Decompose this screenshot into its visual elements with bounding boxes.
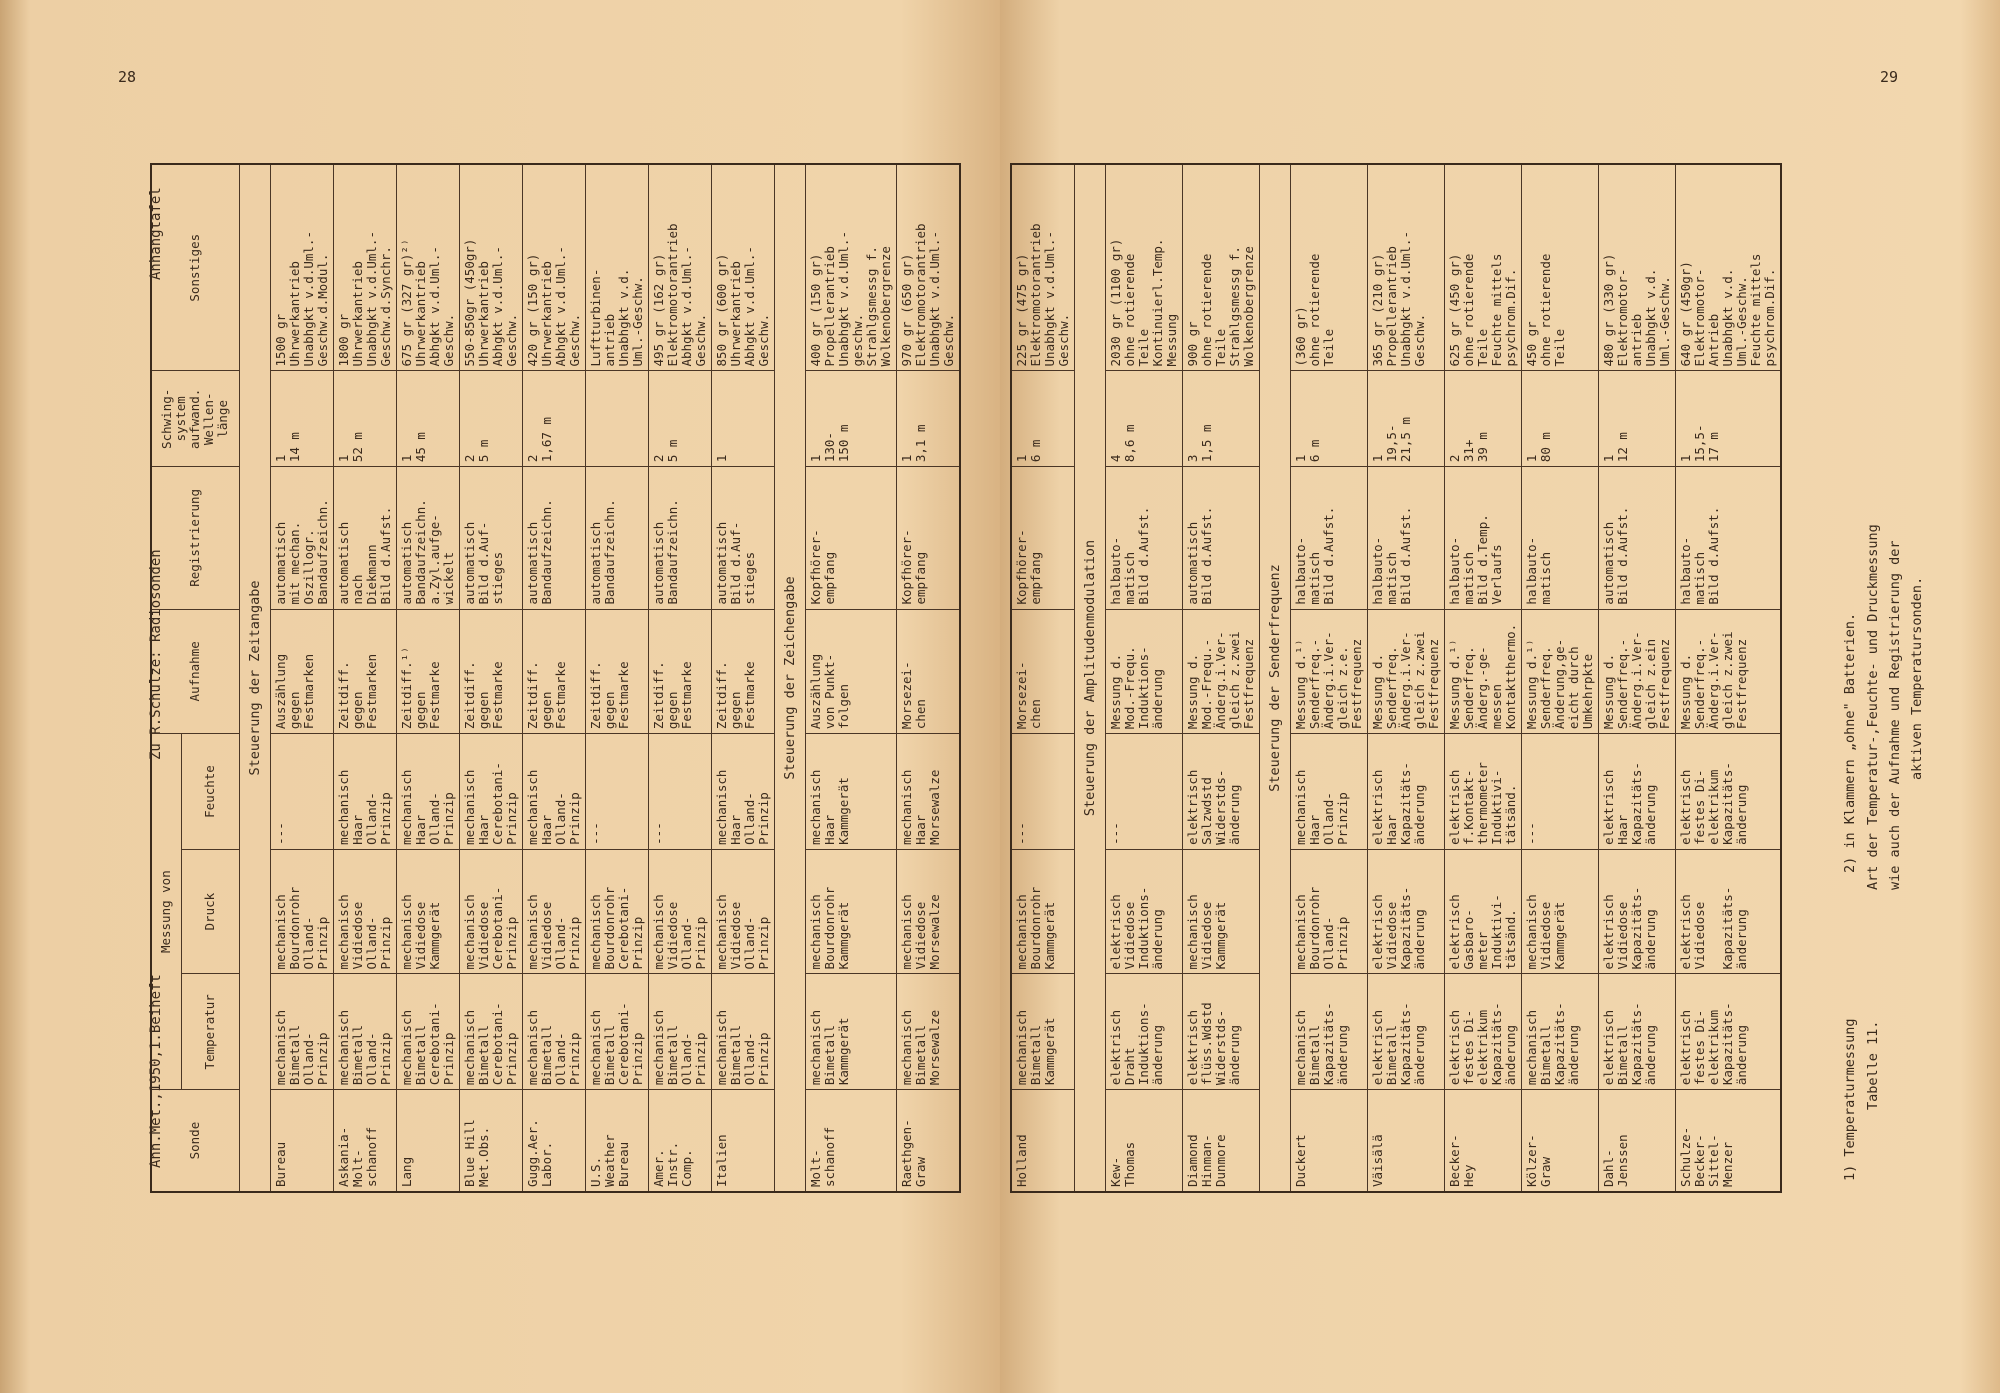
cell-sonde: Kew- Thomas [1106, 1090, 1183, 1192]
cell-registrierung: automatisch Bild d.Aufst. [1183, 467, 1260, 609]
section-heading [1260, 164, 1291, 1192]
cell-temperatur: elektrisch festes Di- elektrikum Kapazitäts- änderung [1676, 974, 1782, 1090]
table-row [459, 164, 522, 1192]
cell-temperatur: mechanisch Bimetall Olland- Prinzip [522, 974, 585, 1090]
cell-temperatur: elektrisch festes Di- elektrikum Kapazitäts- änderung [1445, 974, 1522, 1090]
cell-aufnahme: Auszählung gegen Festmarken [270, 609, 333, 734]
table-row [711, 164, 774, 1192]
cell-sonde: Väisälä [1368, 1090, 1445, 1192]
cell-druck: mechanisch Vidiedose Olland- Prinzip [522, 849, 585, 974]
cell-aufnahme: Morsezei- chen [896, 609, 960, 734]
cell-registrierung: automatisch Bild d.Auf- stieges [711, 467, 774, 609]
cell-sonde: Amer. Instr. Comp. [648, 1090, 711, 1192]
cell-schwing: 2 5 m [648, 371, 711, 467]
right-page [1000, 0, 2000, 1393]
cell-schwing: 1 3,1 m [896, 371, 960, 467]
cell-feuchte: --- [648, 734, 711, 850]
table-row [396, 164, 459, 1192]
cell-registrierung: halbauto- matisch Bild d.Aufst. [1368, 467, 1445, 609]
cell-registrierung: automatisch nach Diekmann Bild d.Aufst. [333, 467, 396, 609]
cell-druck: mechanisch Bourdonrohr Kammgerät [1011, 849, 1075, 974]
cell-sonstiges: 495 gr (162 gr) Elektromotorantrieb Abhgkt v.d.Uml.- Geschw. [648, 164, 711, 371]
cell-schwing [585, 371, 648, 467]
cell-aufnahme: Zeitdiff. gegen Festmarke [459, 609, 522, 734]
cell-schwing: 1 12 m [1599, 371, 1676, 467]
cell-feuchte: --- [585, 734, 648, 850]
cell-druck: mechanisch Vidiedose Morsewalze [896, 849, 960, 974]
cell-sonstiges: (360 gr) ohne rotierende Teile [1291, 164, 1368, 371]
cell-sonde: U.S. Weather Bureau [585, 1090, 648, 1192]
table-row [896, 164, 960, 1192]
table-row [1106, 164, 1183, 1192]
table-row [1445, 164, 1522, 1192]
cell-sonde: Duckert [1291, 1090, 1368, 1192]
radiosonde-table-part1 [150, 163, 961, 1193]
table-row [1599, 164, 1676, 1192]
cell-sonstiges: 1800 gr Uhrwerkantrieb Unabhgkt v.d.Uml.- Geschw.d.Synchr. [333, 164, 396, 371]
cell-registrierung: automatisch Bandaufzeichn. a.Zyl.aufge- wickelt [396, 467, 459, 609]
header-aufnahme: Aufnahme [151, 609, 239, 734]
cell-feuchte: --- [1106, 734, 1183, 850]
cell-temperatur: mechanisch Bimetall Kapazitäts- änderung [1522, 974, 1599, 1090]
cell-schwing: 1 6 m [1291, 371, 1368, 467]
cell-aufnahme: Messung d. Mod.-Frequ.- Änderg.i.Ver- gleich z.zwei Festfrequenz [1183, 609, 1260, 734]
cell-druck: elektrisch Vidiedose Kapazitäts- änderung [1368, 849, 1445, 974]
cell-sonstiges: 675 gr (327 gr)²⁾ Uhrwerkantrieb Abhgkt v.d.Uml.- Geschw. [396, 164, 459, 371]
cell-sonde: Askania- Molt- schanoff [333, 1090, 396, 1192]
cell-sonde: Becker- Hey [1445, 1090, 1522, 1192]
cell-druck: mechanisch Vidiedose Olland- Prinzip [648, 849, 711, 974]
cell-druck: mechanisch Vidiedose Cerebotani- Prinzip [459, 849, 522, 974]
cell-aufnahme: Messung d.¹⁾ Senderfreq.- Änderg.i.Ver- gleich z.e. Festfrequenz [1291, 609, 1368, 734]
cell-temperatur: mechanisch Bimetall Morsewalze [896, 974, 960, 1090]
cell-registrierung: halbauto- matisch [1522, 467, 1599, 609]
cell-registrierung: automatisch Bild d.Aufst. [1599, 467, 1676, 609]
section-heading [239, 164, 270, 1192]
table-row [1291, 164, 1368, 1192]
cell-schwing: 2 1,67 m [522, 371, 585, 467]
cell-sonde: Molt- schanoff [805, 1090, 896, 1192]
cell-registrierung: halbauto- matisch Bild d.Temp. Verlaufs [1445, 467, 1522, 609]
cell-feuchte: mechanisch Haar Cerebotani- Prinzip [459, 734, 522, 850]
cell-druck: mechanisch Vidiedose Olland- Prinzip [711, 849, 774, 974]
cell-feuchte: mechanisch Haar Olland- Prinzip [333, 734, 396, 850]
cell-sonstiges: 970 gr (650 gr) Elektromotorantrieb Unabhgkt v.d.Uml.- Geschw. [896, 164, 960, 371]
cell-sonstiges: 1500 gr Uhrwerkantrieb Unabhgkt v.d.Uml.- Geschw.d.Modul. [270, 164, 333, 371]
cell-schwing: 3 1,5 m [1183, 371, 1260, 467]
section-heading [1075, 164, 1106, 1192]
cell-registrierung: Kopfhörer- empfang [1011, 467, 1075, 609]
cell-aufnahme: Messung d.¹⁾ Senderfreq. Änderung,ge- eicht durch Umkehrpkte [1522, 609, 1599, 734]
cell-feuchte: mechanisch Haar Olland- Prinzip [711, 734, 774, 850]
section-title: Steuerung der Senderfrequenz [1260, 164, 1291, 1192]
cell-schwing: 1 45 m [396, 371, 459, 467]
cell-feuchte: elektrisch Salzwdstd Widerstds- änderung [1183, 734, 1260, 850]
page-number-left: 28 [118, 68, 137, 86]
cell-sonstiges: 550-850gr (450gr) Uhrwerkantrieb Abhgkt v.d.Uml.- Geschw. [459, 164, 522, 371]
radiosonde-table-part2 [1010, 163, 1782, 1193]
cell-aufnahme: Messung d.¹⁾ Senderfreq. Änderg.-ge- messen Kontaktthermo. [1445, 609, 1522, 734]
cell-druck: mechanisch Vidiedose Kammgerät [1522, 849, 1599, 974]
cell-sonstiges: 900 gr ohne rotierende Teile Strahlgsmessg f. Wolkenobergrenze [1183, 164, 1260, 371]
cell-temperatur: elektrisch Draht Induktions- änderung [1106, 974, 1183, 1090]
caption-line-3: aktiven Temperatursonden. [1909, 576, 1925, 780]
cell-druck: elektrisch Gasbaro- meter Induktivi- tätsänd. [1445, 849, 1522, 974]
cell-sonstiges: 640 gr (450gr) Elektromotor- Antrieb Unabhgkt v.d. Uml.-Geschw. Feuchte mittels psychrom.Dif. [1676, 164, 1782, 371]
cell-aufnahme: Zeitdiff.¹⁾ gegen Festmarke [396, 609, 459, 734]
cell-registrierung: automatisch Bild d.Auf- stieges [459, 467, 522, 609]
table-row [648, 164, 711, 1192]
cell-sonstiges: Luftturbinen- antrieb Unabhgkt v.d. Uml.-Geschw. [585, 164, 648, 371]
table-row [270, 164, 333, 1192]
header-registrierung: Registrierung [151, 467, 239, 609]
section-title: Steuerung der Amplitudenmodulation [1075, 164, 1106, 1192]
cell-aufnahme: Messung d. Senderfreq. Änderg.i.Ver- gleich z.zwei Festfrequenz [1368, 609, 1445, 734]
article-title: Zu R.Schulze: Radiosonden [148, 549, 164, 760]
cell-temperatur: elektrisch Bimetall Kapazitäts- änderung [1368, 974, 1445, 1090]
table-row [585, 164, 648, 1192]
footnote-1: 1) Temperaturmessung [1842, 1018, 1858, 1181]
cell-sonstiges: 850 gr (600 gr) Uhrwerkantrieb Abhgkt v.d.Uml.- Geschw. [711, 164, 774, 371]
cell-feuchte: mechanisch Haar Olland- Prinzip [522, 734, 585, 850]
cell-feuchte: --- [1011, 734, 1075, 850]
cell-feuchte: elektrisch Haar Kapazitäts- änderung [1599, 734, 1676, 850]
cell-druck: elektrisch Vidiedose Kapazitäts- änderung [1676, 849, 1782, 974]
page-number-right: 29 [1880, 68, 1899, 86]
cell-feuchte: elektrisch Haar Kapazitäts- änderung [1368, 734, 1445, 850]
table-row [1011, 164, 1075, 1192]
cell-registrierung: halbauto- matisch Bild d.Aufst. [1291, 467, 1368, 609]
cell-schwing: 1 [711, 371, 774, 467]
cell-aufnahme: Messung d. Senderfreq.- Änderg.i.Ver- gleich z.zwei Festfrequenz [1676, 609, 1782, 734]
cell-schwing: 2 31+ 39 m [1445, 371, 1522, 467]
cell-aufnahme: Zeitdiff. gegen Festmarke [711, 609, 774, 734]
cell-druck: elektrisch Vidiedose Kapazitäts- änderung [1599, 849, 1676, 974]
cell-schwing: 1 14 m [270, 371, 333, 467]
cell-sonde: Raethgen- Graw [896, 1090, 960, 1192]
cell-aufnahme: Morsezei- chen [1011, 609, 1075, 734]
cell-sonde: Italien [711, 1090, 774, 1192]
cell-registrierung: halbauto- matisch Bild d.Aufst. [1676, 467, 1782, 609]
cell-sonde: Holland [1011, 1090, 1075, 1192]
cell-sonstiges: 450 gr ohne rotierende Teile [1522, 164, 1599, 371]
header-sonde: Sonde [151, 1090, 239, 1192]
cell-druck: mechanisch Vidiedose Kammgerät [396, 849, 459, 974]
cell-sonde: Blue Hill Met.Obs. [459, 1090, 522, 1192]
header-druck: Druck [181, 849, 239, 974]
cell-aufnahme: Zeitdiff. gegen Festmarke [648, 609, 711, 734]
cell-sonde: Gugg.Aer. Labor. [522, 1090, 585, 1192]
section-heading [774, 164, 805, 1192]
cell-feuchte: mechanisch Haar Olland- Prinzip [396, 734, 459, 850]
cell-sonde: Dahl- Jenssen [1599, 1090, 1676, 1192]
cell-sonde: Schulze- Becker- Sittel- Menzer [1676, 1090, 1782, 1192]
cell-sonde: Lang [396, 1090, 459, 1192]
cell-feuchte: elektrisch f.Kontakt- thermometer Induktivi- tätsänd. [1445, 734, 1522, 850]
cell-temperatur: mechanisch Bimetall Olland- Prinzip [270, 974, 333, 1090]
cell-registrierung: Kopfhörer- empfang [896, 467, 960, 609]
cell-aufnahme: Messung d. Senderfreq.- Änderg.i.Ver- gleich z.ein Festfrequenz [1599, 609, 1676, 734]
cell-sonstiges: 625 gr (450 gr) ohne rotierende Teile Feuchte mittels psychrom.Dif. [1445, 164, 1522, 371]
cell-feuchte: mechanisch Haar Kammgerät [805, 734, 896, 850]
cell-temperatur: mechanisch Bimetall Olland- Prinzip [711, 974, 774, 1090]
cell-schwing: 1 52 m [333, 371, 396, 467]
table-row [1676, 164, 1782, 1192]
cell-druck: mechanisch Bourdonrohr Olland- Prinzip [270, 849, 333, 974]
cell-temperatur: elektrisch flüss.Wdstd Widerstds- änderung [1183, 974, 1260, 1090]
cell-registrierung: automatisch mit mechan. Oszillogr. Bandaufzeichn. [270, 467, 333, 609]
cell-schwing: 1 19,5- 21,5 m [1368, 371, 1445, 467]
header-messung-von: Messung von [151, 734, 181, 1090]
section-title: Steuerung der Zeichengabe [774, 164, 805, 1192]
cell-schwing: 1 15,5- 17 m [1676, 371, 1782, 467]
cell-aufnahme: Zeitdiff. gegen Festmarken [333, 609, 396, 734]
cell-feuchte: elektrisch festes Di- elektrikum Kapazitäts- änderung [1676, 734, 1782, 850]
cell-registrierung: automatisch Bandaufzeichn. [522, 467, 585, 609]
cell-schwing: 1 130- 150 m [805, 371, 896, 467]
cell-druck: mechanisch Bourdonrohr Cerebotani- Prinzip [585, 849, 648, 974]
table-row [333, 164, 396, 1192]
footnote-2: 2) in Klammern „ohne" Batterien. [1842, 612, 1858, 873]
cell-sonstiges: 2030 gr (1100 gr) ohne rotierende Teile Kontinuierl.Temp. Messung [1106, 164, 1183, 371]
cell-aufnahme: Zeitdiff. gegen Festmarke [585, 609, 648, 734]
cell-sonde: Diamond Hinman- Dunmore [1183, 1090, 1260, 1192]
cell-registrierung: halbauto- matisch Bild d.Aufst. [1106, 467, 1183, 609]
journal-reference: Ann.Met.,1950,1.Beiheft [148, 974, 164, 1168]
cell-registrierung: automatisch Bandaufzeichn. [585, 467, 648, 609]
table-row [1183, 164, 1260, 1192]
cell-temperatur: mechanisch Bimetall Kammgerät [1011, 974, 1075, 1090]
cell-aufnahme: Auszählung von Punkt- folgen [805, 609, 896, 734]
cell-temperatur: mechanisch Bimetall Cerebotani- Prinzip [459, 974, 522, 1090]
table-row [805, 164, 896, 1192]
cell-sonstiges: 420 gr (150 gr) Uhrwerkantrieb Abhgkt v.d.Uml.- Geschw. [522, 164, 585, 371]
cell-aufnahme: Zeitdiff. gegen Festmarke [522, 609, 585, 734]
cell-sonde: Bureau [270, 1090, 333, 1192]
table-row [522, 164, 585, 1192]
cell-druck: elektrisch Vidiedose Induktions- änderung [1106, 849, 1183, 974]
cell-temperatur: mechanisch Bimetall Cerebotani- Prinzip [396, 974, 459, 1090]
caption-line-1: Art der Temperatur-,Feuchte- und Druckmessung [1865, 524, 1881, 890]
cell-schwing: 4 8,6 m [1106, 371, 1183, 467]
cell-temperatur: mechanisch Bimetall Cerebotani- Prinzip [585, 974, 648, 1090]
cell-feuchte: mechanisch Haar Olland- Prinzip [1291, 734, 1368, 850]
cell-druck: mechanisch Bourdonrohr Kammgerät [805, 849, 896, 974]
cell-feuchte: --- [270, 734, 333, 850]
cell-schwing: 1 80 m [1522, 371, 1599, 467]
cell-druck: mechanisch Vidiedose Olland- Prinzip [333, 849, 396, 974]
header-temperatur: Temperatur [181, 974, 239, 1090]
cell-temperatur: elektrisch Bimetall Kapazitäts- änderung [1599, 974, 1676, 1090]
table-caption-rotated [1865, 390, 1945, 1110]
header-schwingsystem: Schwing- system aufwand. Wellen- länge [151, 371, 239, 467]
cell-temperatur: mechanisch Bimetall Olland- Prinzip [648, 974, 711, 1090]
right-table-rotated [1010, 163, 1858, 1193]
section-title: Steuerung der Zeitangabe [239, 164, 270, 1192]
table-row [1368, 164, 1445, 1192]
cell-sonstiges: 400 gr (150 gr) Propellerantrieb Unabhgkt v.d.Uml.- geschw. Strahlgsmessg f. Wolkenobergrenze [805, 164, 896, 371]
cell-registrierung: automatisch Bandaufzeichn. [648, 467, 711, 609]
caption-line-2: wie auch der Aufnahme und Registrierung der [1887, 540, 1903, 890]
cell-druck: mechanisch Vidiedose Kammgerät [1183, 849, 1260, 974]
cell-temperatur: mechanisch Bimetall Kapazitäts- änderung [1291, 974, 1368, 1090]
cell-feuchte: mechanisch Haar Morsewalze [896, 734, 960, 850]
cell-sonde: Kölzer- Graw [1522, 1090, 1599, 1192]
cell-sonstiges: 480 gr (330 gr) Elektromotor- antrieb Unabhgkt v.d. Uml.-Geschw. [1599, 164, 1676, 371]
header-sonstiges: Sonstiges [151, 164, 239, 371]
header-feuchte: Feuchte [181, 734, 239, 850]
cell-schwing: 1 6 m [1011, 371, 1075, 467]
table-row [1522, 164, 1599, 1192]
cell-sonstiges: 225 gr (475 gr) Elektromotorantrieb Unabhgkt v.d.Uml.- Geschw. [1011, 164, 1075, 371]
cell-temperatur: mechanisch Bimetall Olland- Prinzip [333, 974, 396, 1090]
appendix-label: Anhangtafel [148, 187, 164, 280]
cell-sonstiges: 365 gr (210 gr) Propellerantrieb Unabhgkt v.d.Uml.- Geschw. [1368, 164, 1445, 371]
cell-temperatur: mechanisch Bimetall Kammgerät [805, 974, 896, 1090]
cell-feuchte: --- [1522, 734, 1599, 850]
cell-registrierung: Kopfhörer- empfang [805, 467, 896, 609]
cell-aufnahme: Messung d. Mod.-Frequ. Induktions- änderung [1106, 609, 1183, 734]
left-table-rotated [150, 163, 975, 1193]
table-label: Tabelle 11. [1865, 1020, 1881, 1110]
cell-druck: mechanisch Bourdonrohr Olland- Prinzip [1291, 849, 1368, 974]
cell-schwing: 2 5 m [459, 371, 522, 467]
